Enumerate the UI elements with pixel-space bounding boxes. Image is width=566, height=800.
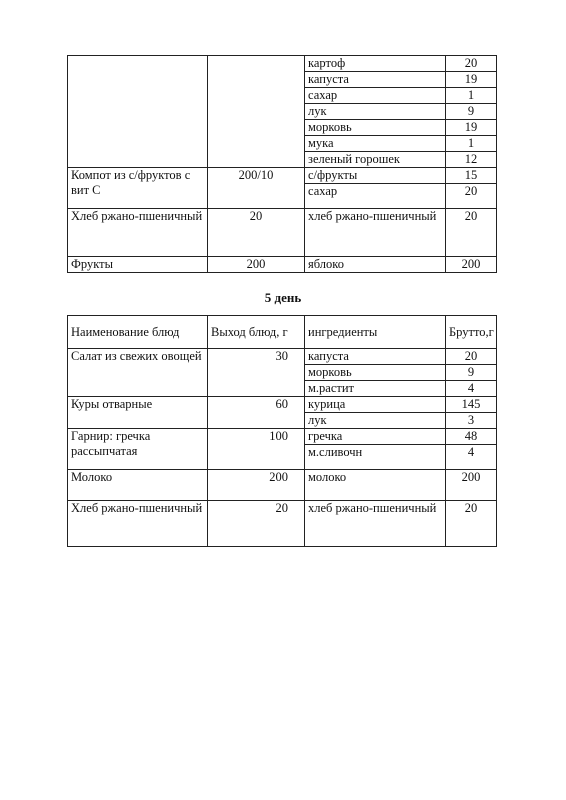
gross-cell: 1 [446,136,497,152]
gross-cell: 3 [446,413,497,429]
ingredient-cell: лук [305,104,446,120]
dish-cell: Куры отварные [68,397,208,429]
gross-cell: 20 [446,501,497,547]
gross-cell: 200 [446,257,497,273]
gross-cell: 9 [446,104,497,120]
table-header-row [68,316,497,349]
ingredient-cell: гречка [305,429,446,445]
header-yield: Выход блюд, г [208,316,305,349]
gross-cell: 200 [446,470,497,501]
ingredient-cell: капуста [305,72,446,88]
menu-table-day-5 [67,315,497,547]
gross-cell: 15 [446,168,497,184]
ingredient-cell: морковь [305,365,446,381]
ingredient-cell: лук [305,413,446,429]
gross-cell: 145 [446,397,497,413]
yield-cell: 200/10 [208,168,305,209]
gross-cell: 48 [446,429,497,445]
ingredient-cell: мука [305,136,446,152]
yield-cell: 20 [208,501,305,547]
table-row [68,470,497,501]
ingredient-cell: курица [305,397,446,413]
table-row [68,397,497,413]
gross-cell: 1 [446,88,497,104]
ingredient-cell: сахар [305,184,446,209]
table-row [68,168,497,184]
gross-cell: 20 [446,184,497,209]
dish-cell: Фрукты [68,257,208,273]
dish-cell: Компот из с/фруктов с вит С [68,168,208,209]
table-row [68,56,497,72]
ingredient-cell: хлеб ржано-пшеничный [305,501,446,547]
ingredient-cell: морковь [305,120,446,136]
dish-cell: Гарнир: гречка рассыпчатая [68,429,208,470]
gross-cell: 9 [446,365,497,381]
yield-cell: 30 [208,349,305,397]
gross-cell: 19 [446,72,497,88]
gross-cell: 12 [446,152,497,168]
table-row [68,257,497,273]
gross-cell: 20 [446,56,497,72]
ingredient-cell: м.сливочн [305,445,446,470]
dish-cell: Хлеб ржано-пшеничный [68,209,208,257]
gross-cell: 4 [446,445,497,470]
ingredient-cell: м.растит [305,381,446,397]
dish-cell: Салат из свежих овощей [68,349,208,397]
gross-cell: 4 [446,381,497,397]
ingredient-cell: с/фрукты [305,168,446,184]
ingredient-cell: зеленый горошек [305,152,446,168]
ingredient-cell: капуста [305,349,446,365]
table-row [68,501,497,547]
gross-cell: 20 [446,209,497,257]
yield-cell: 60 [208,397,305,429]
yield-cell: 200 [208,470,305,501]
dish-cell [68,56,208,168]
table-row [68,349,497,365]
yield-cell: 20 [208,209,305,257]
table-row [68,429,497,445]
menu-table-continued [67,55,497,273]
yield-cell: 100 [208,429,305,470]
header-ingredient: ингредиенты [305,316,446,349]
yield-cell: 200 [208,257,305,273]
ingredient-cell: картоф [305,56,446,72]
table-row [68,209,497,257]
ingredient-cell: молоко [305,470,446,501]
yield-cell [208,56,305,168]
dish-cell: Молоко [68,470,208,501]
ingredient-cell: яблоко [305,257,446,273]
header-dish: Наименование блюд [68,316,208,349]
gross-cell: 19 [446,120,497,136]
ingredient-cell: хлеб ржано-пшеничный [305,209,446,257]
gross-cell: 20 [446,349,497,365]
day-title: 5 день [264,290,302,305]
ingredient-cell: сахар [305,88,446,104]
header-gross: Брутто,г [446,316,497,349]
dish-cell: Хлеб ржано-пшеничный [68,501,208,547]
